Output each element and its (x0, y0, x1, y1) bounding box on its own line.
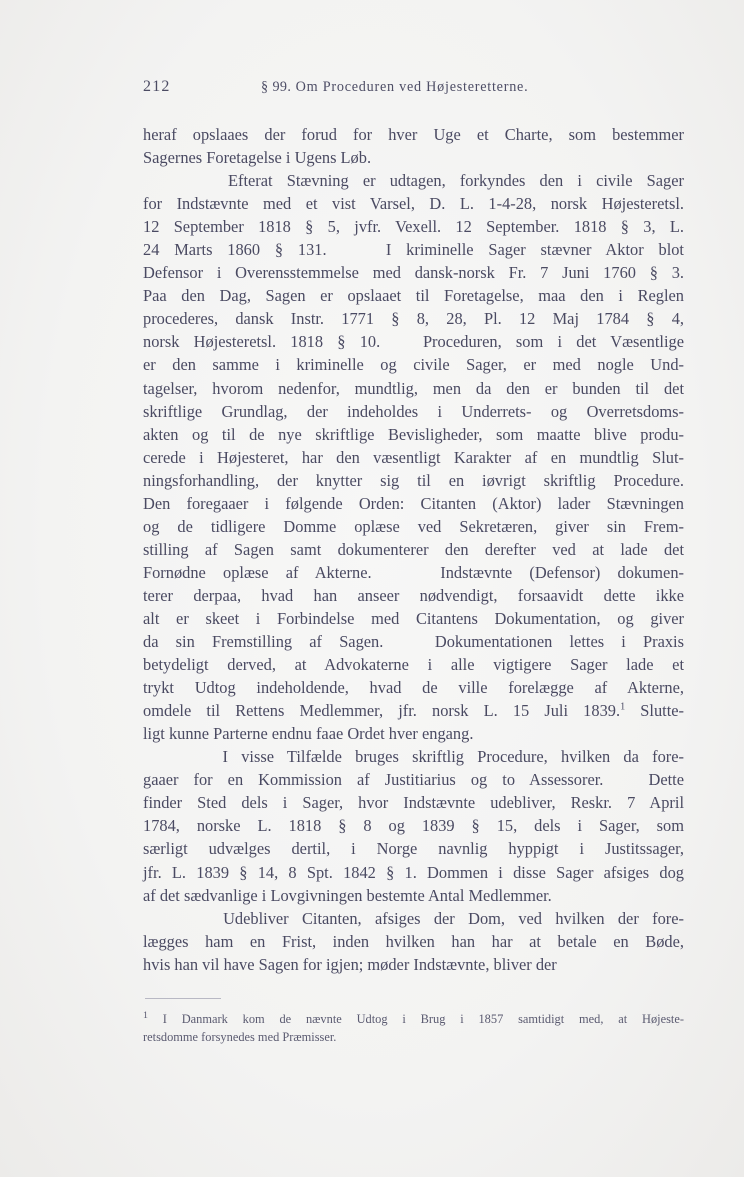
text-line: hvis han vil have Sagen for igjen; møder Indstævnte, bliver der (143, 954, 557, 974)
running-title-section: § 99. (261, 79, 292, 95)
footnote-text (143, 1010, 684, 1046)
text-line: procederes, dansk Instr. 1771 § 8, 28, Pl. 12 Maj 1784 § 4, (143, 309, 684, 329)
footnote-reference[interactable]: 1 (620, 701, 626, 713)
text-line: Paa den Dag, Sagen er opslaaet til Foretagelse, maa den i Reglen (143, 286, 684, 306)
text-line: jfr. L. 1839 § 14, 8 Spt. 1842 § 1. Dommen i disse Sager afsiges dog (143, 862, 684, 882)
running-title (261, 79, 528, 96)
text-line: terer derpaa, hvad han anseer nødvendigt, forsaavidt dette ikke (143, 585, 684, 605)
text-line: lægges ham en Frist, inden hvilken han har at betale en Bøde, (143, 931, 684, 951)
footnote-line: $^1$ I Danmark kom de nævnte Udtog i Brug i 1857 samtidigt med, at Højeste- (143, 1009, 684, 1026)
text-line: akten og til de nye skriftlige Bevisligheder, som maatte blive produ- (143, 424, 684, 444)
text-line: Fornødne oplæse af Akterne. Indstævnte (Defensor) dokumen- (143, 562, 684, 582)
text-line: trykt Udtog indeholdende, hvad de ville forelægge af Akterne, (143, 678, 684, 698)
text-line: af det sædvanlige i Lovgivningen bestemte Antal Medlemmer. (143, 885, 552, 905)
text-line: gaaer for en Kommission af Justitiarius og to Assessorer. Dette (143, 770, 684, 790)
text-line: og de tidligere Domme oplæse ved Sekretæren, giver sin Frem- (143, 516, 684, 536)
text-line: stilling af Sagen samt dokumenterer den derefter ved at lade det (143, 539, 684, 559)
text-line: da sin Fremstilling af Sagen. Dokumentationen lettes i Praxis (143, 632, 684, 652)
text-line: skriftlige Grundlag, der indeholdes i Underrets- og Overretsdoms- (143, 401, 684, 421)
text-line: ningsforhandling, der knytter sig til en iøvrigt skriftlig Procedure. (143, 470, 684, 490)
text-line: norsk Højesteretsl. 1818 § 10. Proceduren, som i det Væsentlige (143, 332, 684, 352)
text-line: 12 September 1818 § 5, jvfr. Vexell. 12 September. 1818 § 3, L. (143, 217, 684, 237)
running-head (143, 78, 684, 108)
footnote-block (143, 998, 684, 1046)
scanned-page (143, 0, 684, 1046)
body-text (143, 123, 684, 976)
text-line: særligt udvælges dertil, i Norge navnlig hyppigt i Justitssager, (143, 839, 684, 859)
text-line: finder Sted dels i Sager, hvor Indstævnte udebliver, Reskr. 7 April (143, 793, 684, 813)
text-line: tagelser, hvorom nedenfor, mundtlig, men da den er bunden til det (143, 378, 684, 398)
page-number: 212 (143, 78, 171, 95)
running-title-text: Om Proceduren ved Højesteretterne. (295, 79, 529, 95)
text-line: 1784, norske L. 1818 § 8 og 1839 § 15, dels i Sager, som (143, 816, 684, 836)
text-line: Den foregaaer i følgende Orden: Citanten (Aktor) lader Stævningen (143, 493, 684, 513)
text-line: 24 Marts 1860 § 131. I kriminelle Sager stævner Aktor blot (143, 240, 684, 260)
text-line: Udebliver Citanten, afsiges der Dom, ved hvilken der fore- (143, 908, 684, 928)
text-line: heraf opslaaes der forud for hver Uge et Charte, som bestemmer (143, 125, 684, 144)
text-line: Sagernes Foretagelse i Ugens Løb. (143, 148, 372, 168)
footnote-rule (145, 998, 221, 999)
text-line: for Indstævnte med et vist Varsel, D. L. 1-4-28, norsk Højesteretsl. (143, 194, 684, 214)
text-line: Defensor i Overensstemmelse med dansk-norsk Fr. 7 Juni 1760 § 3. (143, 263, 684, 283)
text-line: ligt kunne Parterne endnu faae Ordet hver engang. (143, 724, 474, 744)
text-line: er den samme i kriminelle og civile Sager, er med nogle Und- (143, 355, 684, 375)
text-line: omdele til Rettens Medlemmer, jfr. norsk L. 15 Juli 1839.$^1$ Slutte- (143, 701, 684, 721)
text-line: Efterat Stævning er udtagen, forkyndes den i civile Sager (143, 171, 684, 191)
text-line: betydeligt derved, at Advokaterne i alle vigtigere Sager lade et (143, 655, 684, 675)
paragraph (143, 745, 684, 906)
paragraph (143, 123, 684, 169)
text-line: I visse Tilfælde bruges skriftlig Procedure, hvilken da fore- (143, 747, 684, 767)
text-line: alt er skeet i Forbindelse med Citantens Dokumentation, og giver (143, 608, 684, 628)
paragraph (143, 169, 684, 745)
footnote-marker: 1 (143, 1009, 148, 1021)
text-line: cerede i Højesteret, har den væsentligt Karakter af en mundtlig Slut- (143, 447, 684, 467)
footnote-line: retsdomme forsynedes med Præmisser. (143, 1029, 337, 1044)
paragraph (143, 907, 684, 976)
